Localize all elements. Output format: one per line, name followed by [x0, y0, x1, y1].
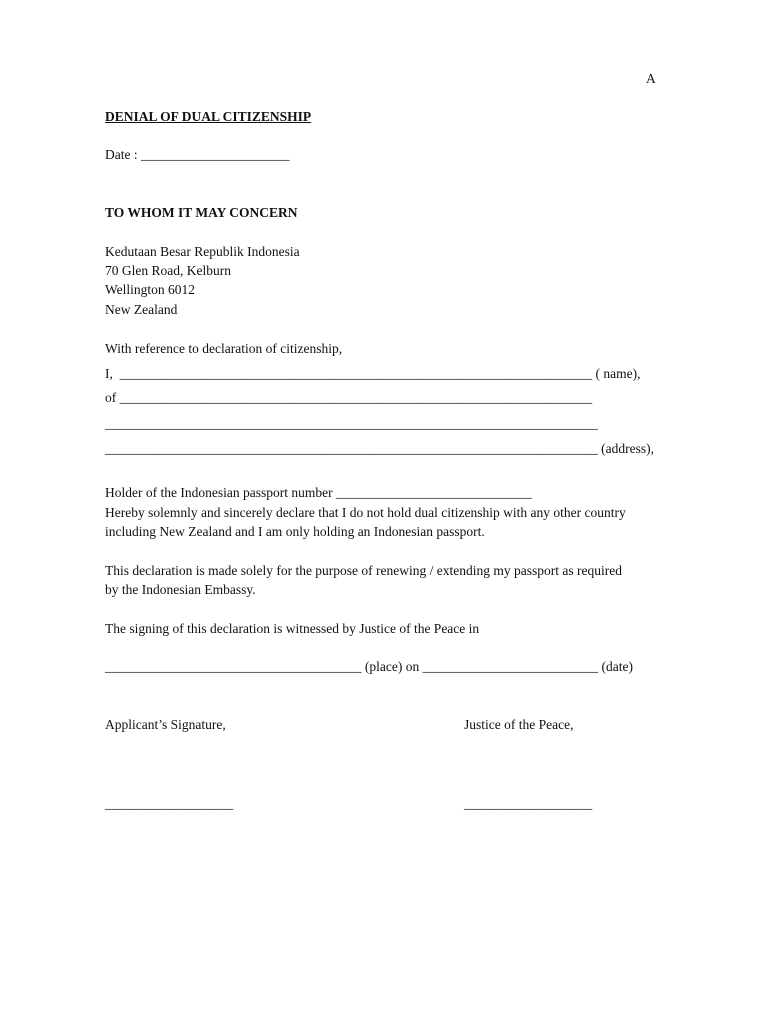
address-line: Wellington 6012: [105, 282, 196, 297]
page-marker: A: [646, 71, 656, 86]
purpose-text: This declaration is made solely for the purpose of renewing / extending my passport as required: [105, 563, 622, 578]
address-field-line-2: _________________________________________________________________________: [105, 416, 598, 431]
address-line: 70 Glen Road, Kelburn: [105, 263, 231, 278]
date-field: Date : ______________________: [105, 147, 290, 162]
address-line: Kedutaan Besar Republik Indonesia: [105, 244, 300, 259]
document-title: DENIAL OF DUAL CITIZENSHIP: [105, 109, 312, 124]
witness-text: The signing of this declaration is witnessed by Justice of the Peace in: [105, 621, 480, 636]
declaration-text: Hereby solemnly and sincerely declare that I do not hold dual citizenship with any other country: [105, 505, 626, 520]
address-field-line-3: _________________________________________________________________________ (address),: [105, 441, 654, 456]
justice-of-peace-label: Justice of the Peace,: [464, 717, 574, 732]
address-field-line-1: of ______________________________________________________________________: [105, 390, 593, 405]
reference-text: With reference to declaration of citizenship,: [105, 341, 343, 356]
justice-of-peace-signature-line: ___________________: [464, 796, 593, 811]
purpose-text: by the Indonesian Embassy.: [105, 582, 256, 597]
passport-number-field: Holder of the Indonesian passport number _____________________________: [105, 485, 532, 500]
place-date-field: ______________________________________ (place) on __________________________ (date): [105, 659, 633, 674]
address-line: New Zealand: [105, 302, 178, 317]
applicant-signature-line: ___________________: [105, 796, 234, 811]
declaration-text: including New Zealand and I am only holding an Indonesian passport.: [105, 524, 485, 539]
name-field: I, ______________________________________________________________________ ( name),: [105, 366, 641, 381]
applicant-signature-label: Applicant’s Signature,: [105, 717, 226, 732]
salutation: TO WHOM IT MAY CONCERN: [105, 205, 298, 220]
